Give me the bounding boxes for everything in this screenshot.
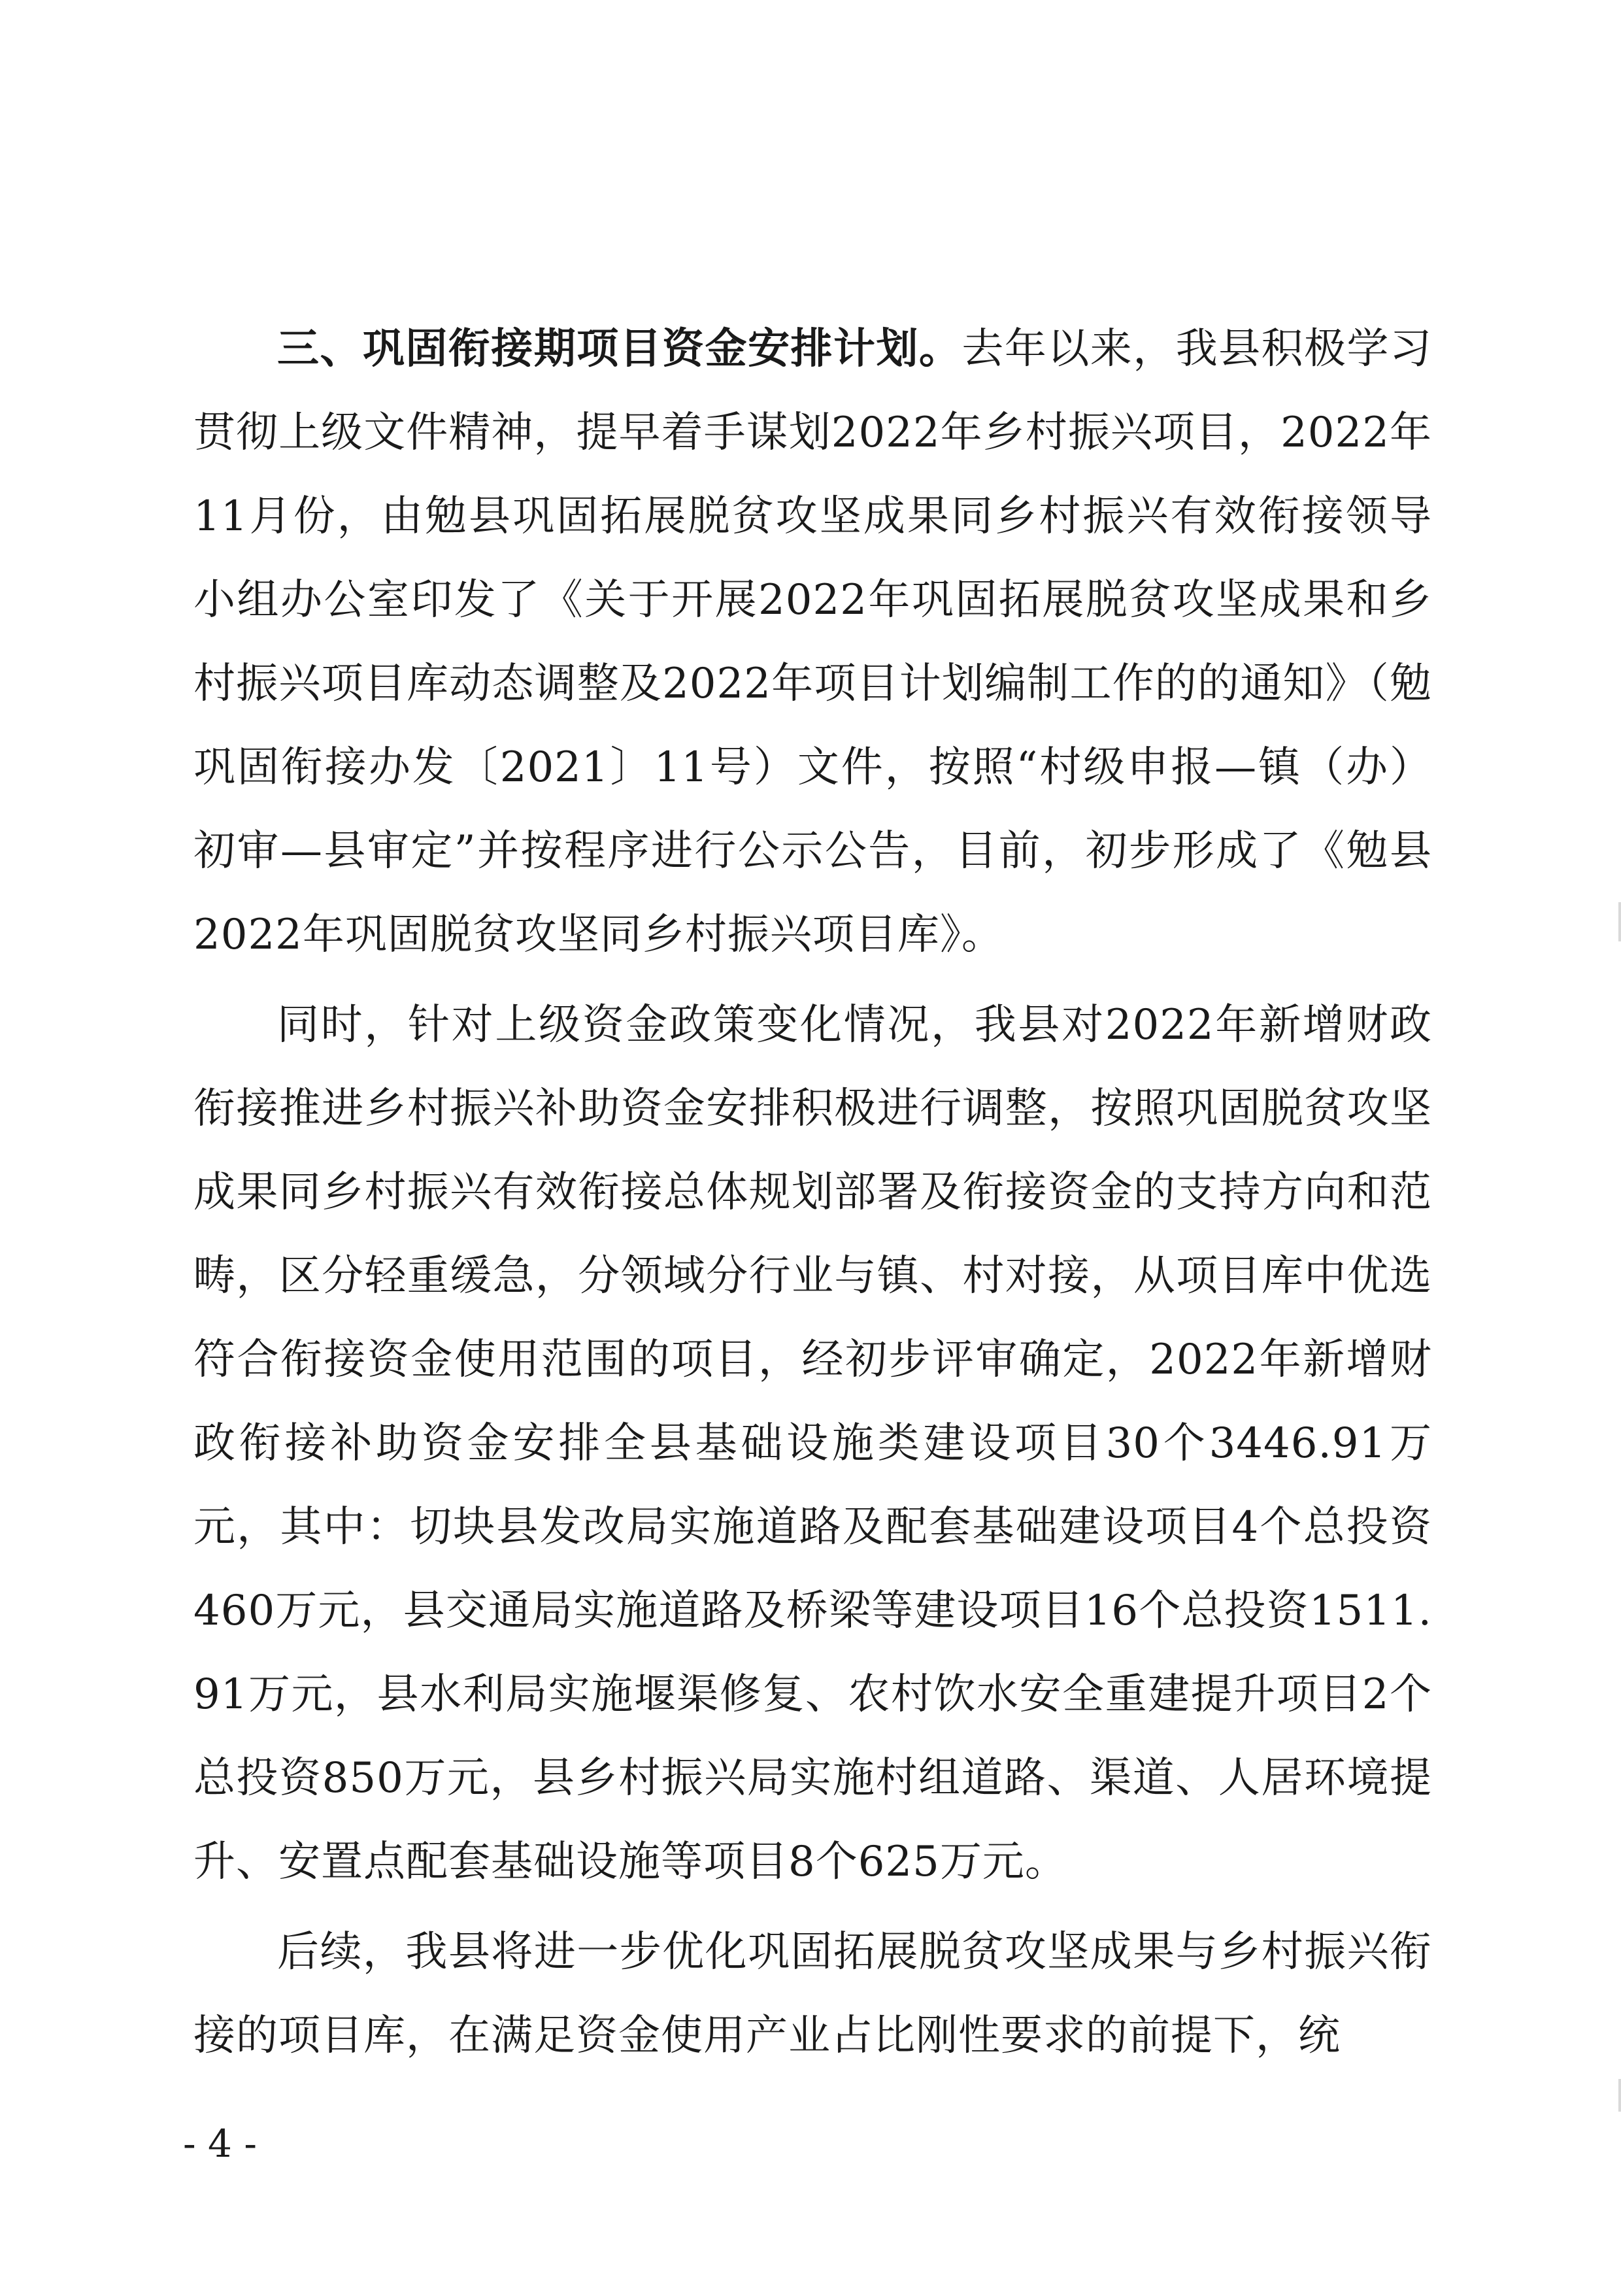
paragraph-section-three <box>193 307 1432 977</box>
paragraph-text: 同时，针对上级资金政策变化情况，我县对2022年新增财政衔接推进乡村振兴补助资金安排积极进行调整，按照巩固脱贫攻坚成果同乡村振兴有效衔接总体规划部署及衔接资金的支持方向和范畴，区分轻重缓急，分领域分行业与镇、村对接，从项目库中优选符合衔接资金使用范围的项目，经初步评审确定，2022年新增财政衔接补助资金安排全县基础设施类建设项目30个3446.91万元，其中：切块县发改局实施道路及配套基础建设项目4个总投资460万元，县交通局实施道路及桥梁等建设项目16个总投资1511.91万元，县水利局实施堰渠修复、农村饮水安全重建提升项目2个总投资850万元，县乡村振兴局实施村组道路、渠道、人居环境提升、安置点配套基础设施等项目8个625万元。 <box>193 1001 1432 1886</box>
paragraph-follow-up <box>193 1910 1432 2078</box>
page-number: - 4 - <box>183 2121 257 2166</box>
scan-edge-mark <box>1618 902 1621 941</box>
section-heading: 三、巩固衔接期项目资金安排计划。 <box>277 324 962 373</box>
paragraph-funding-adjustment <box>193 983 1432 1904</box>
paragraph-text: 后续，我县将进一步优化巩固拓展脱贫攻坚成果与乡村振兴衔接的项目库，在满足资金使用产业占比刚性要求的前提下，统 <box>193 1928 1432 2060</box>
paragraph-text: 去年以来，我县积极学习贯彻上级文件精神，提早着手谋划2022年乡村振兴项目，2022年11月份，由勉县巩固拓展脱贫攻坚成果同乡村振兴有效衔接领导小组办公室印发了《关于开展2022年巩固拓展脱贫攻坚成果和乡村振兴项目库动态调整及2022年项目计划编制工作的的通知》（勉巩固衔接办发〔2021〕11号）文件，按照“村级申报—镇（办）初审—县审定”并按程序进行公示公告，目前，初步形成了《勉县2022年巩固脱贫攻坚同乡村振兴项目库》。 <box>193 325 1433 959</box>
scan-edge-mark <box>1618 2079 1621 2112</box>
document-body <box>193 307 1432 2078</box>
